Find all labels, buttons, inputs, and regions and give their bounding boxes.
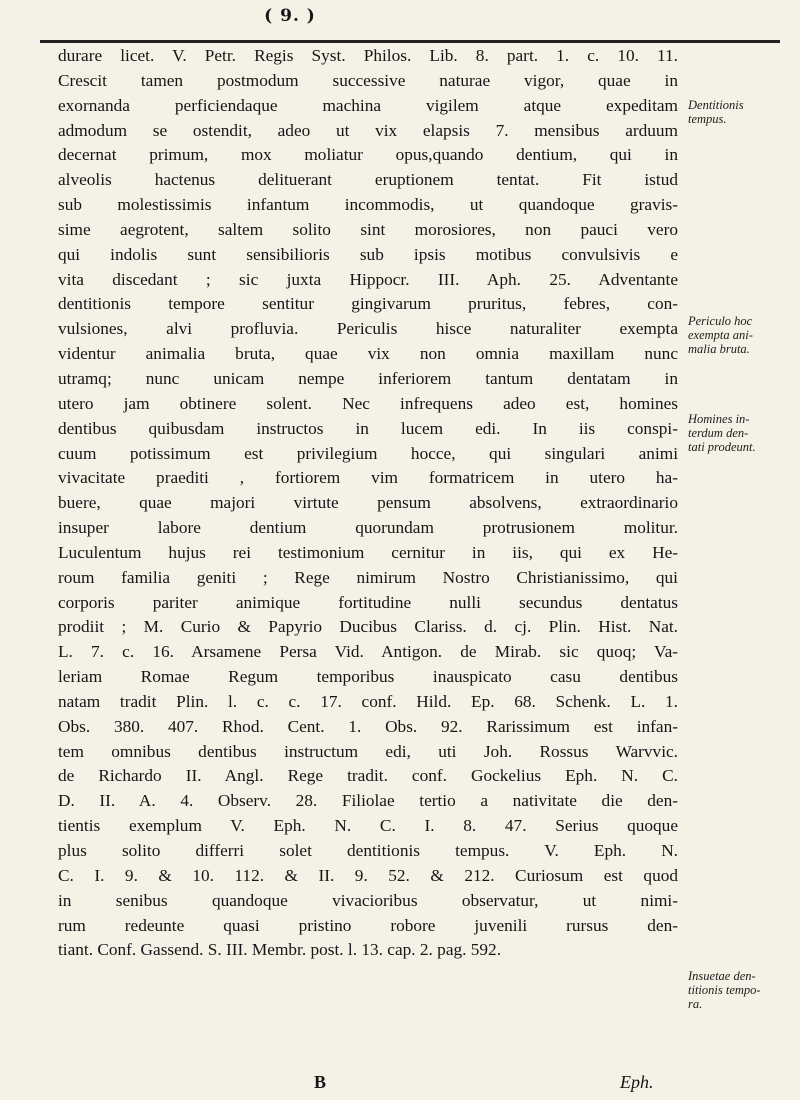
text-line: corporis pariter animique fortitudine nulli secundus dentatus — [58, 592, 678, 612]
text-line: tientis exemplum V. Eph. N. C. I. 8. 47. Serius quoque — [58, 816, 678, 836]
text-line: roum familia geniti ; Rege nimirum Nostro Christianissimo, qui — [58, 567, 678, 587]
margin-note-dentitionis-tempus — [688, 98, 783, 126]
text-line: sub molestissimis infantum incommodis, ut quandoque gravis- — [58, 195, 678, 215]
text-line: dentibus quibusdam instructos in lucem edi. In iis conspi- — [58, 418, 678, 438]
margin-note-line: Dentitionis — [688, 98, 744, 112]
text-line: natam tradit Plin. l. c. c. 17. conf. Hild. Ep. 68. Schenk. L. 1. — [58, 691, 678, 711]
text-line: prodiit ; M. Curio & Papyrio Ducibus Clariss. d. cj. Plin. Hist. Nat. — [58, 617, 678, 637]
text-line: vita discedant ; sic juxta Hippocr. III. Aph. 25. Adventante — [58, 269, 678, 289]
main-text-block — [58, 44, 678, 963]
margin-note-homines-dentati — [688, 412, 783, 454]
text-line: plus solito differri solet dentitionis tempus. V. Eph. N. — [58, 841, 678, 860]
text-line: tiant. Conf. Gassend. S. III. Membr. post. l. 13. cap. 2. pag. 592. — [58, 940, 502, 960]
margin-note-insuetae-dentitionis — [688, 969, 783, 1011]
text-line: in senibus quandoque vivacioribus observatur, ut nimi- — [58, 890, 678, 910]
text-line: admodum se ostendit, adeo ut vix elapsis 7. mensibus arduum — [58, 120, 678, 140]
text-line: vulsiones, alvi profluvia. Periculis hisce naturaliter exempta — [58, 319, 678, 339]
text-line: Crescit tamen postmodum successive naturae vigor, quae in — [58, 70, 678, 90]
text-line: rum redeunte quasi pristino robore juvenili rursus den- — [58, 915, 678, 935]
margin-note-line: tati prodeunt. — [688, 440, 756, 454]
margin-note-line: malia bruta. — [688, 342, 750, 356]
text-line: leriam Romae Regum temporibus inauspicato casu dentibus — [58, 667, 678, 687]
margin-note-line: Homines in- — [688, 412, 750, 426]
margin-note-line: ra. — [688, 997, 703, 1011]
text-line: buere, quae majori virtute pensum absolvens, extraordinario — [58, 493, 678, 513]
text-line: tem omnibus dentibus instructum edi, uti Joh. Rossus Warvvic. — [58, 741, 678, 761]
text-line: C. I. 9. & 10. 112. & II. 9. 52. & 212. Curiosum est quod — [58, 865, 678, 885]
catchword: Eph. — [620, 1072, 654, 1092]
text-line: de Richardo II. Angl. Rege tradit. conf. Gockelius Eph. N. C. — [58, 766, 678, 786]
text-line: cuum potissimum est privilegium hocce, qui singulari animi — [58, 443, 678, 463]
header-rule — [40, 40, 780, 43]
text-line: qui indolis sunt sensibilioris sub ipsis motibus convulsivis e — [58, 244, 678, 264]
margin-note-line: terdum den- — [688, 426, 749, 440]
text-line: alveolis hactenus delituerant eruptionem tentat. Fit istud — [58, 170, 678, 190]
text-line: utramq; nunc unicam nempe inferiorem tantum dentatam in — [58, 368, 678, 388]
margin-note-line: Periculo hoc — [688, 314, 753, 328]
text-line: utero jam obtinere solent. Nec infrequens adeo est, homines — [58, 393, 678, 413]
margin-note-line: titionis tempo- — [688, 983, 761, 997]
text-line: L. 7. c. 16. Arsamene Persa Vid. Antigon. de Mirab. sic quoq; Va- — [58, 642, 678, 662]
text-line: decernat primum, mox moliatur opus,quando dentium, qui in — [58, 145, 678, 165]
text-line: sime aegrotent, saltem solito sint morosiores, non pauci vero — [58, 219, 678, 239]
text-line: videntur animalia bruta, quae vix non omnia maxillam nunc — [58, 344, 678, 364]
signature-mark: B — [313, 1072, 326, 1092]
text-line: insuper labore dentium quorundam protrusionem molitur. — [58, 518, 678, 538]
text-line: Obs. 380. 407. Rhod. Cent. 1. Obs. 92. Rarissimum est infan- — [58, 716, 678, 736]
margin-note-line: tempus. — [688, 112, 727, 126]
text-line: exornanda perficiendaque machina vigilem atque expeditam — [58, 95, 678, 115]
margin-note-periculo — [688, 314, 783, 356]
running-head: ( 9. ) — [264, 6, 316, 26]
text-line: vivacitate praediti , fortiorem vim formatricem in utero ha- — [58, 468, 678, 488]
margin-note-line: exempta ani- — [688, 328, 753, 342]
margin-note-line: Insuetae den- — [688, 969, 756, 983]
text-line: Luculentum hujus rei testimonium cernitur in iis, qui ex He- — [58, 542, 678, 562]
text-line: dentitionis tempore sentitur gingivarum pruritus, febres, con- — [58, 294, 678, 314]
text-line: durare licet. V. Petr. Regis Syst. Philos. Lib. 8. part. 1. c. 10. 11. — [58, 46, 678, 65]
text-line: D. II. A. 4. Observ. 28. Filiolae tertio a nativitate die den- — [58, 791, 678, 811]
